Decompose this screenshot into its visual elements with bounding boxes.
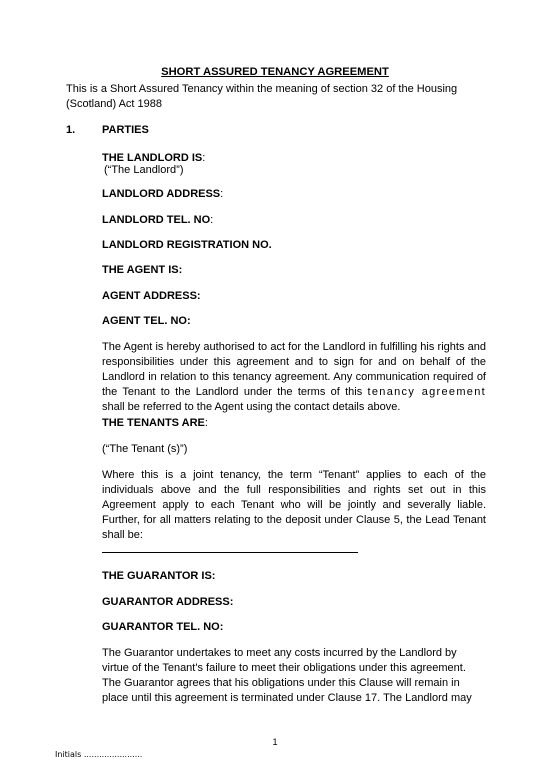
section-title: PARTIES xyxy=(102,124,149,136)
page-number: 1 xyxy=(272,737,278,747)
document-title: SHORT ASSURED TENANCY AGREEMENT xyxy=(161,66,389,78)
tenants-are-label: THE TENANTS ARE: xyxy=(102,417,208,429)
guarantor-address-label: GUARANTOR ADDRESS: xyxy=(102,596,234,608)
guarantor-tel-label: GUARANTOR TEL. NO: xyxy=(102,621,224,633)
section-number: 1. xyxy=(66,124,76,136)
landlord-tel-label: LANDLORD TEL. NO: xyxy=(102,214,214,226)
tenant-alias: (“The Tenant (s)”) xyxy=(102,443,188,455)
landlord-address-label: LANDLORD ADDRESS: xyxy=(102,188,224,200)
intro-paragraph: This is a Short Assured Tenancy within the meaning of section 32 of the Housing (Scotland) Act 1988 xyxy=(66,83,458,110)
initials-field: Initials ....................... xyxy=(55,750,143,759)
agent-authority-paragraph: The Agent is hereby authorised to act for the Landlord in fulfilling his rights and responsibilities under this agreement and to sign for and on behalf of the Landlord in relation to this tenancy agreement. Any communication required of the Tenant to the Landlord under the terms of this tenancy agreement shall be referred to the Agent using the contact details above. xyxy=(102,341,487,413)
landlord-registration-label: LANDLORD REGISTRATION NO. xyxy=(102,239,272,251)
agent-tel-label: AGENT TEL. NO: xyxy=(102,315,191,327)
joint-tenancy-paragraph: Where this is a joint tenancy, the term “Tenant” applies to each of the individuals above and the full responsibilities and rights set out in this Agreement apply to each Tenant who will be jointly and severally liable. Further, for all matters relating to the deposit under Clause 5, the Lead Tenant shall be: xyxy=(102,469,486,541)
agent-address-label: AGENT ADDRESS: xyxy=(102,290,201,302)
agent-is-label: THE AGENT IS: xyxy=(102,264,183,276)
landlord-alias: (“The Landlord”) xyxy=(104,164,184,176)
landlord-is-label: THE LANDLORD IS: xyxy=(102,152,206,164)
guarantor-paragraph: The Guarantor undertakes to meet any costs incurred by the Landlord by virtue of the Tenant's failure to meet their obligations under this agreement. The Guarantor agrees that his obligations under this Clause will remain in place until this agreement is terminated under Clause 17. The Landlord may xyxy=(102,647,472,704)
lead-tenant-signature-line xyxy=(102,552,358,553)
guarantor-is-label: THE GUARANTOR IS: xyxy=(102,570,216,582)
